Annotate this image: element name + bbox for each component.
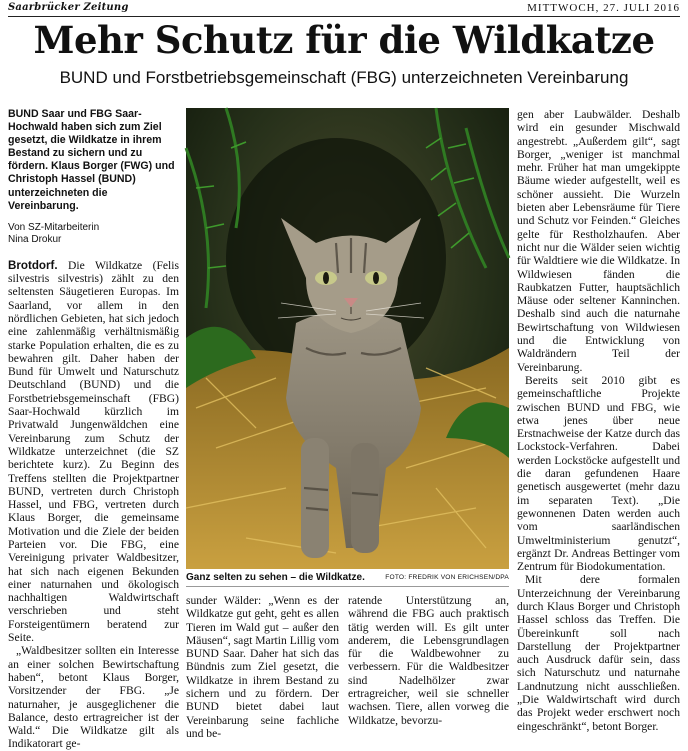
article-column-4 — [517, 108, 680, 733]
article-column-1 — [8, 108, 179, 751]
newspaper-name: Saarbrücker Zeitung — [8, 2, 129, 13]
body-paragraph — [8, 259, 179, 645]
wildcat-image — [186, 108, 509, 569]
subheadline: BUND und Forstbetriebsgemeinschaft (FBG) unterzeichneten Vereinbarung — [59, 68, 629, 87]
photo-caption: Ganz selten zu sehen – die Wildkatze. — [186, 572, 365, 583]
byline-author: Nina Drokur — [8, 234, 62, 246]
body-paragraph: gen aber Laubwälder. Deshalb wird ein gesunder Mischwald angestrebt. „Außerdem gilt“, sagt Borger, „weniger ist manchmal mehr. Früher hat man umgekippte Bäume wieder aufgestellt, weil es schöner aussieht. Die Wurzeln bieten aber Lebensräume für Tiere und Schutz vor Feinden.“ Gleiches gelte für Restholzhaufen. Aber nicht nur die Wälder seien wichtig für Waldtiere wie die Wildkatze. In Wildwiesen fänden die Raubkatzen Futter, hauptsächlich Mäuse oder seltener Kanninchen. Deshalb sind auch die naturnahe Bewirtschaftung von Wildwiesen und die Entwicklung von Waldrändern Teil der Vereinbarung. — [517, 108, 680, 374]
photo-caption-bar — [186, 570, 509, 587]
byline-role: Von SZ-Mitarbeiterin — [8, 221, 100, 233]
body-paragraph: Bereits seit 2010 gibt es gemeinschaftliche Projekte zwischen BUND und FBG, wie etwa jenes über neue Erstnachweise der Katze durch das Lockstock-Verfahren. Dabei werden Lockstöcke aufgestellt und die daran gefundenen Haare genetisch ausgewertet (mehr dazu im separaten Text). „Die gewonnenen Daten werden auch vom saarländischen Umweltministerium genutzt“, ergänzt Dr. Andreas Bettinger vom Zentrum für Biodokumentation. — [517, 373, 680, 574]
headline: Mehr Schutz für die Wildkatze — [33, 18, 655, 62]
wildcat-photo — [186, 108, 509, 569]
body-paragraph: ratende Unterstützung an, während die FBG auch praktisch tätig werden will. Es gilt unter anderem, die Lebensgrundlagen für die Waldbewohner zu verbessern. Für die Waldbesitzer sind Nadelhölzer zwar ertragreicher, weil sie schneller wachsen. Tiere, allen vorweg die Wildkatze, bevorzu- — [348, 594, 509, 727]
dateline: Brotdorf. — [8, 258, 58, 272]
body-paragraph: „Waldbesitzer sollten ein Interesse an einer solchen Bewirtschaftung haben“, betont Klaus Borger, Vorsitzender der FBG. „Je naturnaher, je ausgeglichener die Balance, desto ertragreicher ist der Wald.“ Die Wildkatze gilt als Indikatorart ge- — [8, 644, 179, 751]
photo-credit: FOTO: FREDRIK VON ERICHSEN/DPA — [385, 574, 509, 581]
article-column-3 — [348, 594, 509, 728]
body-text: Die Wildkatze (Felis silvestris silvestris) zählt zu den seltensten Säugetieren Europas. Im Saarland, vor allem in den nördlichen Gebieten, hat sich jedoch eine zahlenmäßig verhältnismäßig starke Population erhalten, die es zu bewahren gilt. Daher haben der Bund für Umwelt und Naturschutz Deutschland (BUND) und die Forstbetriebsgemeinschaft (FBG) Saar-Hochwald kürzlich im Privatwald Jungenwäldchen eine Vereinbarung zum Schutz der Wildkatze unterzeichnet (die SZ berichtete kurz). Zu Beginn des Treffens stellten die Projektpartner BUND, vertreten durch Christoph Hassel, und FBG, vertreten durch Klaus Borger, die gemeinsame Motivation und die Ziele der beiden Parteien vor. Die FBG, eine Vereinigung privater Waldbesitzer, hat sich nach eigenen Bekunden einer naturnahen und ökologisch nachhaltigen Waldwirtschaft verschrieben und steht Forsteigentümern beratend zur Seite. — [8, 258, 179, 645]
article-column-2 — [186, 594, 339, 740]
masthead — [8, 2, 680, 17]
body-paragraph: Mit dere formalen Unterzeichnung der Vereinbarung durch Klaus Borger und Christoph Hassel schloss das Treffen. Die Übereinkunft soll nach Darstellung der Projektpartner auch Ausdruck dafür sein, dass sich Naturschutz und naturnahe Landnutzung nicht ausschließen. „Die Waldwirtschaft wird durch das Projekt weder erschwert noch eingeschränkt“, betont Borger. — [517, 573, 680, 733]
issue-date: MITTWOCH, 27. JULI 2016 — [527, 2, 680, 14]
byline — [8, 222, 179, 247]
article-lead: BUND Saar und FBG Saar-Hochwald haben sich zum Ziel gesetzt, die Wildkatze in ihrem Bestand zu sichern und zu fördern. Klaus Borger (FWG) und Christoph Hassel (BUND) unterzeichneten die Vereinbarung. — [8, 108, 175, 212]
body-paragraph: sunder Wälder: „Wenn es der Wildkatze gut geht, geht es allen Tieren im Wald gut – außer den Mäusen“, sagt Martin Lillig vom BUND Saar. Daher hat sich das Bündnis zum Ziel gesetzt, die Wildkatze in ihrem Bestand zu sichern und zu fördern. Der BUND bietet dabei laut Vereinbarung seine fachliche und be- — [186, 594, 339, 740]
